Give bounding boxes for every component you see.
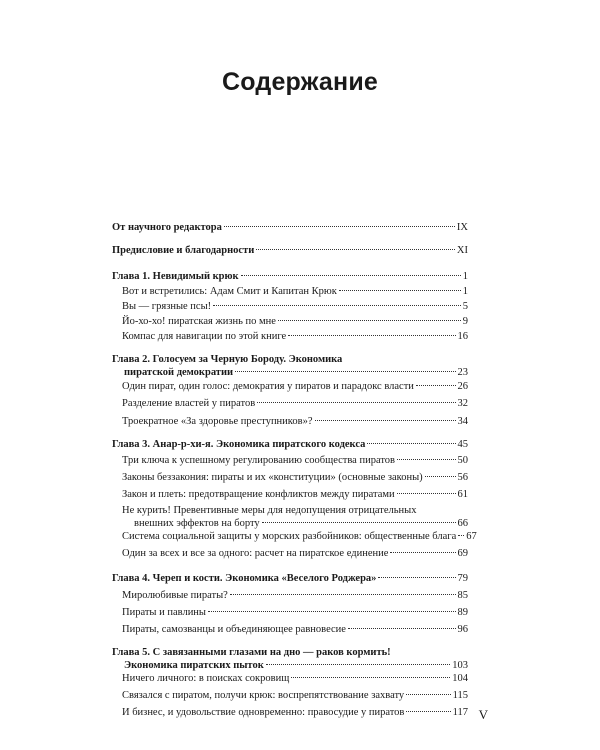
toc-entry-title: От научного редактора [112,222,222,233]
toc-section-entry [112,471,468,484]
toc-page-number: XI [456,245,468,256]
dot-leader [378,577,455,578]
toc-page-number: 85 [457,590,468,601]
toc-chapter-entry [112,270,468,283]
dot-leader [235,371,455,372]
toc-entry-title-cont: пиратской демократии [124,367,234,378]
toc-section-entry [112,606,468,619]
toc-entry-title: Один за всех и все за одного: расчет на пиратское единение [122,548,389,559]
toc-entry-title: Связался с пиратом, получи крюк: воспрепятствование захвату [122,690,405,701]
toc-entry-title: Пираты и павлины [122,607,206,618]
toc-chapter-entry [112,438,468,451]
toc-entry-title-cont: Экономика пиратских пыток [124,660,264,671]
toc-page-number: 23 [457,367,468,378]
toc-page-number: 32 [457,398,468,409]
toc-entry-title: И бизнес, и удовольствие одновременно: правосудие у пиратов [122,707,405,718]
toc-entry-title: Глава 2. Голосуем за Черную Бороду. Экономика [112,354,343,365]
toc-chapter-entry [112,244,468,257]
toc-chapter-entry [112,221,468,234]
toc-page-number: 104 [452,673,468,684]
toc-entry-title: Йо-хо-хо! пиратская жизнь по мне [122,316,276,327]
page-title: Содержание [221,68,379,96]
toc-entry-title: Не курить! Превентивные меры для недопущения отрицательных [122,505,417,516]
dot-leader [291,677,450,678]
toc-entry-title: Глава 1. Невидимый крюк [112,271,239,282]
toc-page-number: 56 [457,472,468,483]
toc-page-number: 67 [466,531,477,542]
dot-leader [241,275,461,276]
toc-entry-title: Пираты, самозванцы и объединяющее равновесие [122,624,346,635]
toc-page-number: 5 [462,301,468,312]
toc-section-entry [112,672,468,685]
toc-section-entry [112,300,468,313]
toc-entry-title: Ничего личного: в поисках сокровищ [122,673,290,684]
toc-section-entry [112,315,468,328]
toc-section-entry [112,415,468,428]
toc-entry-title: Закон и плеть: предотвращение конфликтов между пиратами [122,489,395,500]
toc-entry-title: Разделение властей у пиратов [122,398,256,409]
toc-page-number: 1 [462,286,468,297]
dot-leader [406,711,450,712]
toc-page-number: 50 [457,455,468,466]
dot-leader [367,443,455,444]
toc-page-number: 89 [457,607,468,618]
toc-page-number: 69 [457,548,468,559]
toc-section-entry [112,330,468,343]
toc-page-number: 1 [462,271,468,282]
dot-leader [224,226,455,227]
toc-section-entry [112,706,468,719]
toc-entry-title: Вот и встретились: Адам Смит и Капитан Крюк [122,286,337,297]
toc-entry-title: Три ключа к успешному регулированию сообщества пиратов [122,455,395,466]
toc-entry-title: Один пират, один голос: демократия у пиратов и парадокс власти [122,381,414,392]
toc-chapter-entry [112,646,468,672]
toc-page-number: 9 [462,316,468,327]
toc-page-number: 79 [457,573,468,584]
toc-page-number: 115 [452,690,468,701]
toc-section-entry [112,397,468,410]
dot-leader [425,476,456,477]
dot-leader [208,611,456,612]
toc-chapter-entry [112,353,468,379]
toc-entry-title: Глава 4. Череп и кости. Экономика «Веселого Роджера» [112,573,377,584]
toc-chapter-entry [112,572,468,585]
toc-section-entry [112,285,468,298]
dot-leader [262,522,456,523]
toc-entry-title: Законы беззакония: пираты и их «конституции» (основные законы) [122,472,423,483]
toc-section-entry [112,504,468,530]
toc-section-entry [112,454,468,467]
toc-entry-title: Вы — грязные псы! [122,301,212,312]
toc-entry-title: Троекратное «За здоровье преступников»? [122,416,313,427]
toc-page-number: 34 [457,416,468,427]
toc-page-number: 26 [457,381,468,392]
toc-page-number: 45 [457,439,468,450]
dot-leader [213,305,461,306]
dot-leader [315,420,456,421]
toc-section-entry [112,589,468,602]
toc-entry-title-cont: внешних эффектов на борту [134,518,260,529]
toc-entry-title: Компас для навигации по этой книге [122,331,287,342]
toc-section-entry [112,488,468,501]
toc-entry-title: Предисловие и благодарности [112,245,255,256]
toc-page-number: 117 [452,707,468,718]
dot-leader [397,493,456,494]
toc-page-number: IX [456,222,468,233]
dot-leader [339,290,461,291]
toc-section-entry [112,689,468,702]
dot-leader [406,694,450,695]
toc-entry-title: Миролюбивые пираты? [122,590,228,601]
toc-page-number: 66 [457,518,468,529]
dot-leader [348,628,456,629]
toc-entry-title: Система социальной защиты у морских разбойников: общественные блага [122,531,457,542]
toc-page-number: 96 [457,624,468,635]
toc-page-number: 16 [457,331,468,342]
dot-leader [416,385,456,386]
toc-section-entry [112,530,477,543]
dot-leader [458,535,464,536]
dot-leader [397,459,456,460]
dot-leader [288,335,455,336]
toc-section-entry [112,380,468,393]
toc-section-entry [112,623,468,636]
dot-leader [230,594,456,595]
dot-leader [256,249,455,250]
toc-section-entry [112,547,468,560]
dot-leader [278,320,461,321]
toc-entry-title: Глава 3. Анар-р-хи-я. Экономика пиратского кодекса [112,439,366,450]
toc-entry-title: Глава 5. С завязанными глазами на дно — раков кормить! [112,647,391,658]
toc-page-number: 103 [452,660,468,671]
dot-leader [266,664,450,665]
dot-leader [390,552,455,553]
page-number: V [478,707,488,722]
toc-page-number: 61 [457,489,468,500]
dot-leader [257,402,455,403]
